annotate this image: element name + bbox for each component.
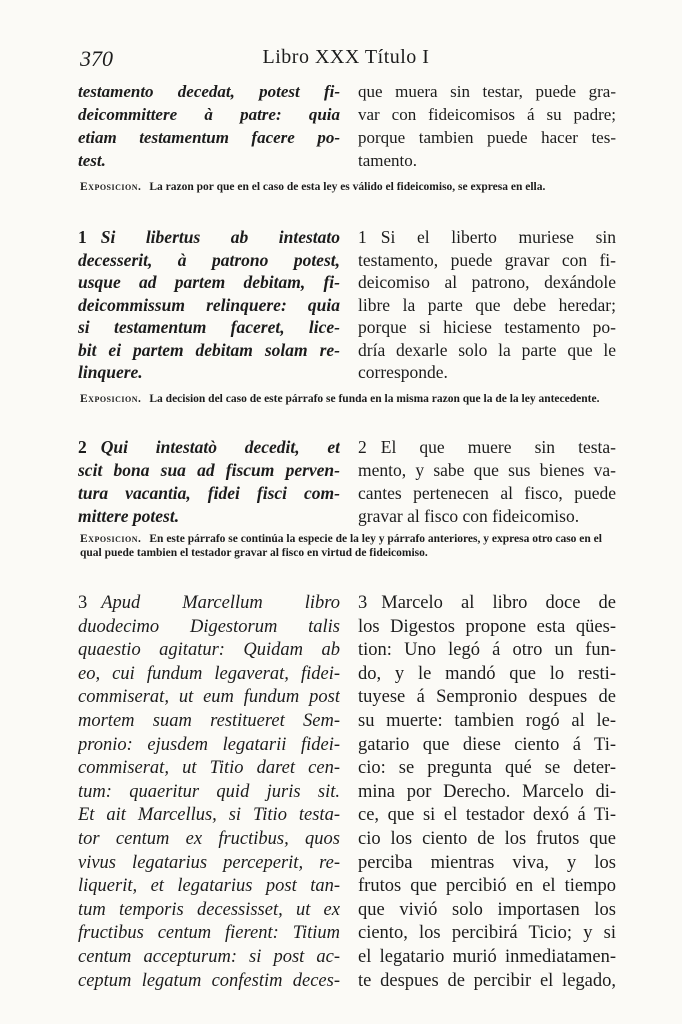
exposition-label: Exposicion. — [80, 533, 142, 545]
paragraph-number: 1 — [78, 227, 87, 247]
text-line: frutos que percibió en el tiempo — [358, 876, 616, 897]
text-line: tura vacantia, fidei fisci com- — [78, 483, 340, 503]
text-line: ceptum legatum confestim deces- — [78, 970, 340, 991]
text-line: deicomiso al patrono, dexándole — [358, 272, 616, 292]
text-line: test. — [78, 151, 106, 170]
text-line: perciba mientras viva, y los — [358, 852, 616, 873]
text-line: mina por Derecho. Marcelo di- — [358, 781, 616, 802]
text-line: ce, que si el testador dexó á Ti- — [358, 805, 616, 826]
text-line: scit bona sua ad fiscum perven- — [78, 460, 340, 480]
text-line: tor centum ex fructibus, quos — [78, 828, 340, 849]
page-header — [78, 44, 614, 74]
text-line: commiserat, ut eum fundum post — [78, 687, 340, 708]
exposition-text: La razon por que en el caso de esta ley es válido el fideicomiso, se expresa en ella. — [149, 181, 546, 193]
paragraph-number: 2 — [358, 437, 367, 457]
text-line: que muera sin testar, puede gra- — [358, 82, 616, 101]
spanish-paragraph-1 — [358, 226, 616, 384]
text-line — [78, 226, 340, 249]
exposition-label: Exposicion. — [80, 393, 142, 405]
text-line: eo, cui fundum legaverat, fidei- — [78, 663, 340, 684]
text-line: el legatario murió inmediatamen- — [358, 946, 616, 967]
paragraph-number: 3 — [78, 593, 88, 613]
text-line: do, y le mandó que lo resti- — [358, 663, 616, 684]
text-line: cantes pertenecen al fisco, puede — [358, 483, 616, 503]
text-line: testamento decedat, potest fi- — [78, 82, 340, 101]
text-line — [78, 592, 340, 616]
text-line: decesserit, à patrono potest, — [78, 249, 340, 270]
text-line: porque si hiciese testamento po- — [358, 317, 616, 337]
text-line: cio: se pregunta qué se deter- — [358, 758, 616, 779]
text-line: gravar al fisco con fideicomiso. — [358, 506, 580, 526]
text-line: que vivió solo importasen los — [358, 899, 616, 920]
text-line: corresponde. — [358, 362, 448, 382]
text-fragment: Marcelo al libro doce de — [381, 593, 616, 613]
text-line: libre la parte que debe heredar; — [358, 294, 616, 315]
text-line: pronio: ejusdem legatarii fidei- — [78, 734, 340, 755]
text-line — [358, 226, 616, 249]
text-fragment: Si libertus ab intestato — [100, 227, 340, 247]
exposition-text: En este párrafo se continúa la especie de la ley y párrafo anteriores, y expresa otro caso en el qual puede tambien el testador gravar al fisco en virtud de fideicomiso. — [80, 533, 602, 559]
page-number: 370 — [80, 46, 113, 71]
latin-paragraph-3 — [78, 592, 340, 993]
text-line: usque ad partem debitam, fi- — [78, 272, 340, 292]
exposition-note — [80, 180, 618, 194]
text-line: mento, y sabe que sus bienes va- — [358, 460, 616, 480]
text-line: mittere potest. — [78, 506, 180, 526]
text-line: duodecimo Digestorum talis — [78, 616, 340, 637]
text-line: tamento. — [358, 151, 418, 170]
text-line: Et ait Marcellus, si Titio testa- — [78, 805, 340, 826]
text-line: porque tambien puede hacer tes- — [358, 128, 616, 147]
text-line: deicommittere à patre: quia — [78, 105, 340, 124]
spanish-text-continuation — [358, 80, 616, 172]
text-fragment: Si el liberto muriese sin — [380, 227, 616, 247]
spanish-paragraph-2 — [358, 436, 616, 528]
exposition-label: Exposicion. — [80, 181, 142, 193]
text-line: ciento, los percibirá Ticio; y si — [358, 923, 616, 944]
paragraph-number: 3 — [358, 593, 368, 613]
text-line: var con fideicomisos á su padre; — [358, 105, 616, 124]
text-line: dría dexarle solo la parte que le — [358, 339, 616, 360]
text-line: su muerte: tambien rogó al le- — [358, 710, 616, 731]
text-line: liquerit, et legatarius post tan- — [78, 876, 340, 897]
text-fragment: El que muere sin testa- — [380, 437, 616, 457]
text-line: te despues de percibir el legado, — [358, 970, 616, 991]
text-line: cio los ciento de los frutos que — [358, 828, 616, 849]
text-line: fructibus centum fierent: Titium — [78, 923, 340, 944]
text-fragment: Apud Marcellum libro — [101, 593, 340, 613]
latin-paragraph-1 — [78, 226, 340, 384]
running-title: Libro XXX Título I — [262, 46, 430, 68]
latin-text-continuation — [78, 80, 340, 172]
text-line: etiam testamentum facere po- — [78, 128, 340, 147]
paragraph-number: 2 — [78, 437, 87, 457]
text-line: linquere. — [78, 362, 143, 382]
text-line: tum temporis decessisset, ut ex — [78, 899, 340, 920]
text-line: tuyese á Sempronio despues de — [358, 687, 616, 708]
text-line — [78, 436, 340, 459]
text-line: deicommissum relinquere: quia — [78, 294, 340, 315]
text-line — [358, 592, 616, 616]
text-line — [358, 436, 616, 459]
text-line: tum: quaeritur quid juris sit. — [78, 781, 340, 802]
text-line: tion: Uno legó á otro un fun- — [358, 640, 616, 661]
text-line: gatario que diese ciento á Ti- — [358, 734, 616, 755]
exposition-note — [80, 532, 618, 560]
text-line: commiserat, ut Titio daret cen- — [78, 758, 340, 779]
text-line: bit ei partem debitam solam re- — [78, 339, 340, 360]
spanish-paragraph-3 — [358, 592, 616, 993]
exposition-note — [80, 392, 618, 406]
text-line: si testamentum faceret, lice- — [78, 317, 340, 337]
exposition-text: La decision del caso de este párrafo se funda en la misma razon que la de la ley antecedente. — [149, 393, 600, 405]
text-line: mortem suam restitueret Sem- — [78, 710, 340, 731]
text-line: los Digestos propone esta qües- — [358, 616, 616, 637]
paragraph-number: 1 — [358, 227, 367, 247]
text-line: centum accepturum: si post ac- — [78, 946, 340, 967]
text-line: testamento, puede gravar con fi- — [358, 249, 616, 270]
text-line: quaestio agitatur: Quidam ab — [78, 640, 340, 661]
text-line: vivus legatarius perceperit, re- — [78, 852, 340, 873]
latin-paragraph-2 — [78, 436, 340, 528]
text-fragment: Qui intestatò decedit, et — [100, 437, 340, 457]
